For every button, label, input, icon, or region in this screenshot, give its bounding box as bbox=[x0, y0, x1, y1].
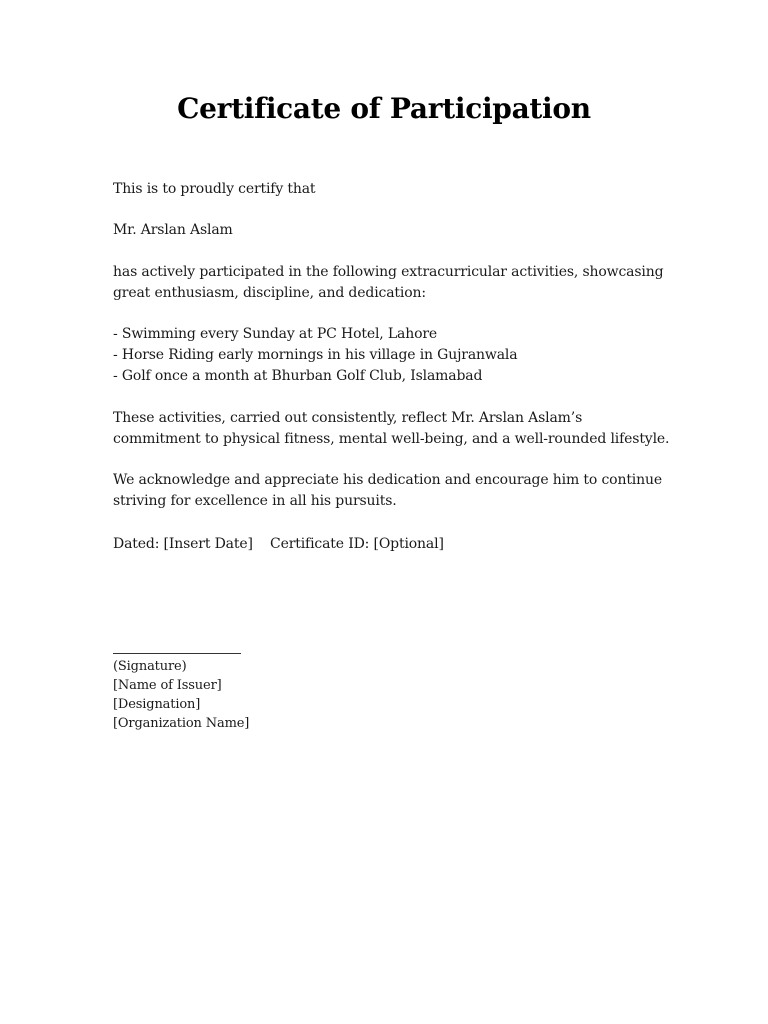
activities-list bbox=[113, 324, 673, 387]
dated-certificate-id-line: Dated: [Insert Date] Certificate ID: [Optional] bbox=[113, 536, 444, 552]
acknowledgement-paragraph: We acknowledge and appreciate his dedication and encourage him to continue striving for excellence in all his pursuits. bbox=[113, 472, 662, 509]
issuer-designation: [Designation] bbox=[113, 697, 201, 712]
reflection-paragraph: These activities, carried out consistently, reflect Mr. Arslan Aslam’s commitment to physical fitness, mental well-being, and a well-rounded lifestyle. bbox=[113, 410, 670, 447]
intro-text: This is to proudly certify that bbox=[113, 181, 316, 197]
participation-description: has actively participated in the following extracurricular activities, showcasing great enthusiasm, discipline, and dedication: bbox=[113, 264, 664, 301]
issuer-name: [Name of Issuer] bbox=[113, 678, 222, 693]
signature-block bbox=[113, 657, 249, 733]
signature-line bbox=[113, 653, 241, 654]
recipient-name: Mr. Arslan Aslam bbox=[113, 222, 233, 238]
activity-item-swimming: - Swimming every Sunday at PC Hotel, Lahore bbox=[113, 326, 438, 342]
signature-label: (Signature) bbox=[113, 659, 187, 674]
activity-item-golf: - Golf once a month at Bhurban Golf Club, Islamabad bbox=[113, 368, 483, 384]
organization-name: [Organization Name] bbox=[113, 716, 250, 731]
certificate-title: Certificate of Participation bbox=[177, 92, 591, 125]
activity-item-horse-riding: - Horse Riding early mornings in his village in Gujranwala bbox=[113, 347, 518, 363]
